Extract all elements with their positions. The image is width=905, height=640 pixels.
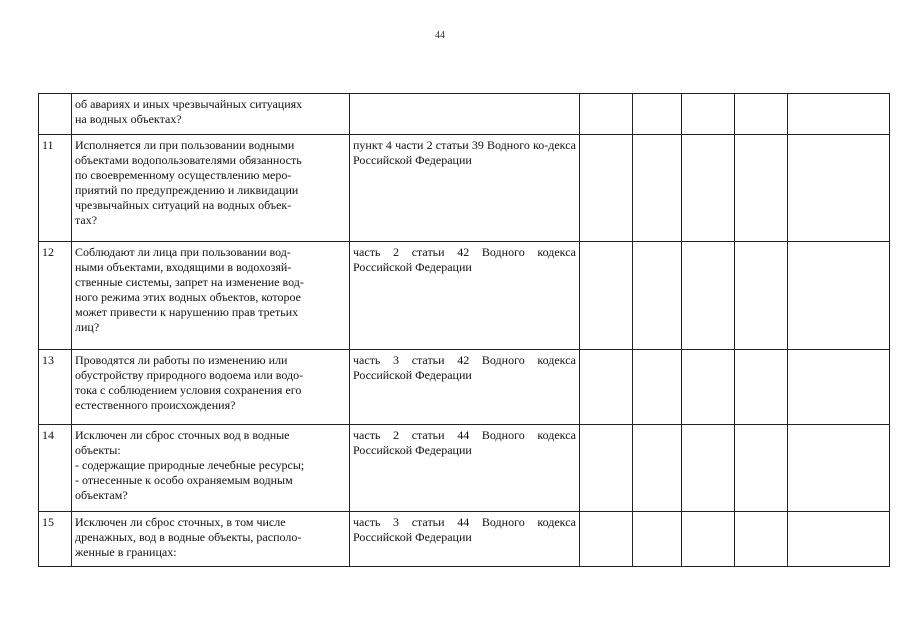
checklist-table bbox=[38, 93, 890, 567]
table-row bbox=[39, 94, 890, 135]
question-cell bbox=[72, 242, 350, 350]
empty-cell-3 bbox=[682, 242, 735, 350]
question-line: может привести к нарушению прав третьих bbox=[75, 305, 299, 319]
empty-cell-5 bbox=[788, 512, 890, 567]
question-line: обустройству природного водоема или водо- bbox=[75, 368, 304, 382]
empty-cell-5 bbox=[788, 94, 890, 135]
row-number: 14 bbox=[39, 425, 72, 512]
legal-reference-cell: пункт 4 части 2 статьи 39 Водного ко-декса Российской Федерации bbox=[350, 135, 580, 242]
row-number: 13 bbox=[39, 350, 72, 425]
empty-cell-1 bbox=[580, 425, 633, 512]
question-line: объектами водопользователями обязанность bbox=[75, 153, 302, 167]
question-line: ственные системы, запрет на изменение вод- bbox=[75, 275, 304, 289]
question-cell bbox=[72, 94, 350, 135]
question-line: объектам? bbox=[75, 488, 128, 502]
question-cell bbox=[72, 135, 350, 242]
empty-cell-4 bbox=[735, 94, 788, 135]
empty-cell-1 bbox=[580, 242, 633, 350]
row-number: 15 bbox=[39, 512, 72, 567]
empty-cell-1 bbox=[580, 135, 633, 242]
legal-reference-cell bbox=[350, 94, 580, 135]
row-number: 11 bbox=[39, 135, 72, 242]
table-row bbox=[39, 135, 890, 242]
empty-cell-2 bbox=[633, 350, 682, 425]
question-cell bbox=[72, 425, 350, 512]
legal-reference-cell: часть 3 статьи 44 Водного кодекса Российской Федерации bbox=[350, 512, 580, 567]
question-line: объекты: bbox=[75, 443, 121, 457]
empty-cell-2 bbox=[633, 425, 682, 512]
empty-cell-3 bbox=[682, 135, 735, 242]
empty-cell-5 bbox=[788, 242, 890, 350]
empty-cell-4 bbox=[735, 425, 788, 512]
table-row bbox=[39, 350, 890, 425]
question-line: Исполняется ли при пользовании водными bbox=[75, 138, 295, 152]
table-row bbox=[39, 512, 890, 567]
question-line: чрезвычайных ситуаций на водных объек- bbox=[75, 198, 292, 212]
question-line: ными объектами, входящими в водохозяй- bbox=[75, 260, 292, 274]
question-line: Проводятся ли работы по изменению или bbox=[75, 353, 288, 367]
question-line: тах? bbox=[75, 213, 98, 227]
table-row bbox=[39, 425, 890, 512]
question-line: дренажных, вод в водные объекты, располо- bbox=[75, 530, 302, 544]
legal-reference-cell: часть 2 статьи 42 Водного кодекса Российской Федерации bbox=[350, 242, 580, 350]
row-number: 12 bbox=[39, 242, 72, 350]
question-line: Соблюдают ли лица при пользовании вод- bbox=[75, 245, 291, 259]
question-line: лиц? bbox=[75, 320, 100, 334]
question-line: Исключен ли сброс сточных вод в водные bbox=[75, 428, 290, 442]
empty-cell-2 bbox=[633, 242, 682, 350]
question-line: женные в границах: bbox=[75, 545, 177, 559]
legal-reference-cell: часть 2 статьи 44 Водного кодекса Российской Федерации bbox=[350, 425, 580, 512]
row-number bbox=[39, 94, 72, 135]
empty-cell-1 bbox=[580, 512, 633, 567]
empty-cell-3 bbox=[682, 94, 735, 135]
question-line: естественного происхождения? bbox=[75, 398, 236, 412]
empty-cell-3 bbox=[682, 425, 735, 512]
empty-cell-4 bbox=[735, 350, 788, 425]
empty-cell-3 bbox=[682, 512, 735, 567]
empty-cell-2 bbox=[633, 94, 682, 135]
empty-cell-5 bbox=[788, 425, 890, 512]
question-line: на водных объектах? bbox=[75, 112, 182, 126]
question-line: приятий по предупреждению и ликвидации bbox=[75, 183, 299, 197]
question-line: - содержащие природные лечебные ресурсы; bbox=[75, 458, 305, 472]
question-line: об авариях и иных чрезвычайных ситуациях bbox=[75, 97, 303, 111]
empty-cell-4 bbox=[735, 512, 788, 567]
empty-cell-2 bbox=[633, 135, 682, 242]
question-line: ного режима этих водных объектов, которое bbox=[75, 290, 301, 304]
question-cell bbox=[72, 512, 350, 567]
table-row bbox=[39, 242, 890, 350]
page-number: 44 bbox=[435, 30, 445, 41]
empty-cell-2 bbox=[633, 512, 682, 567]
empty-cell-5 bbox=[788, 350, 890, 425]
question-line: - отнесенные к особо охраняемым водным bbox=[75, 473, 293, 487]
empty-cell-1 bbox=[580, 94, 633, 135]
question-line: тока с соблюдением условия сохранения его bbox=[75, 383, 302, 397]
empty-cell-3 bbox=[682, 350, 735, 425]
empty-cell-5 bbox=[788, 135, 890, 242]
empty-cell-4 bbox=[735, 242, 788, 350]
question-line: по своевременному осуществлению меро- bbox=[75, 168, 292, 182]
legal-reference-cell: часть 3 статьи 42 Водного кодекса Российской Федерации bbox=[350, 350, 580, 425]
question-cell bbox=[72, 350, 350, 425]
empty-cell-1 bbox=[580, 350, 633, 425]
empty-cell-4 bbox=[735, 135, 788, 242]
question-line: Исключен ли сброс сточных, в том числе bbox=[75, 515, 286, 529]
